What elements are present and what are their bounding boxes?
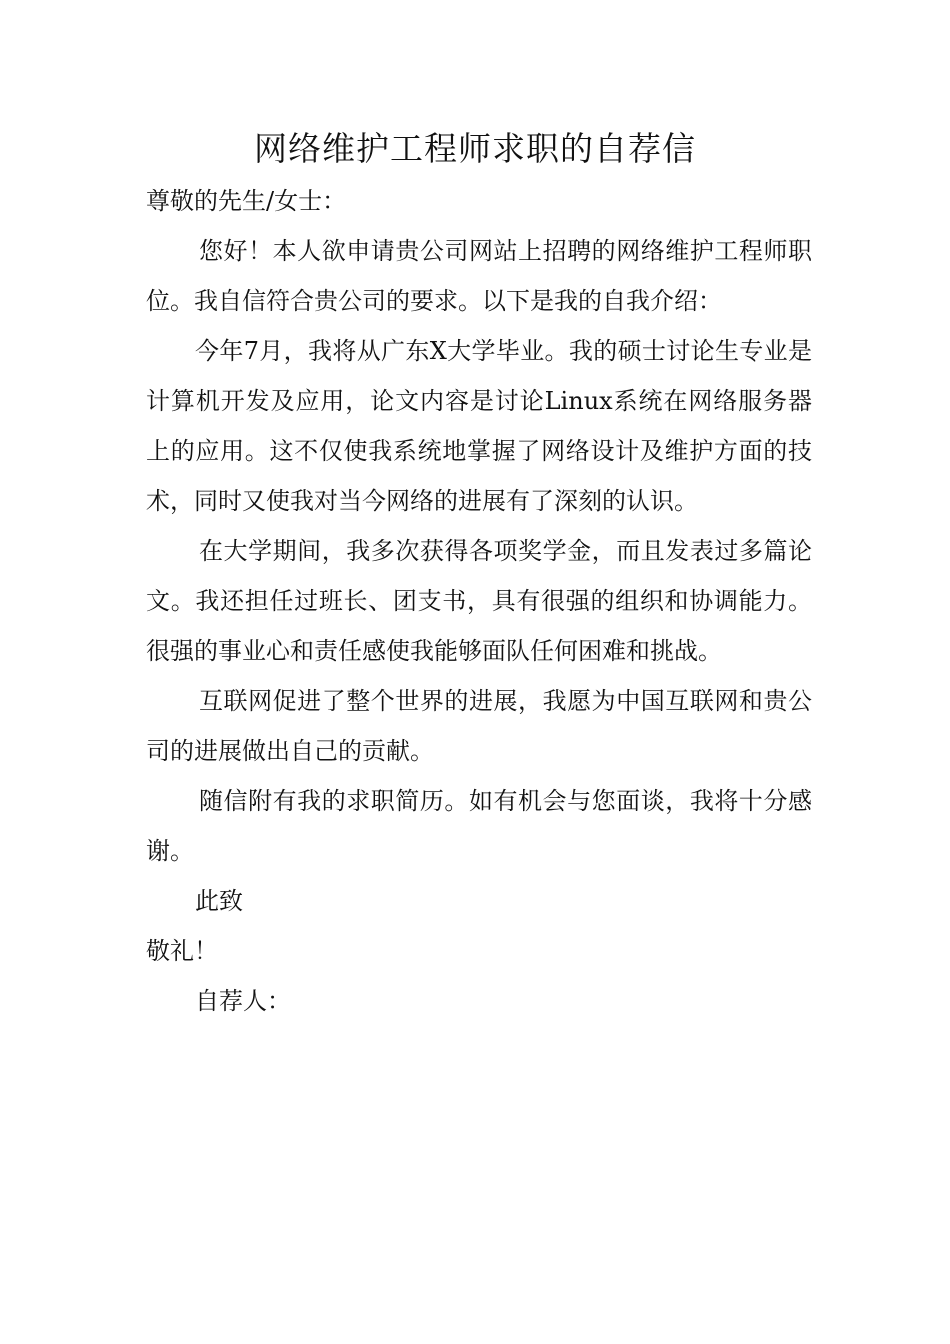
paragraph-contribution: 互联网促进了整个世界的进展，我愿为中国互联网和贵公司的进展做出自己的贡献。 [146,687,812,765]
salutation: 尊敬的先生/女士： [146,187,347,215]
paragraph-intro: 您好！本人欲申请贵公司网站上招聘的网络维护工程师职位。我自信符合贵公司的要求。以下是我的自我介绍： [146,237,812,315]
paragraph-resume: 随信附有我的求职简历。如有机会与您面谈，我将十分感谢。 [146,787,812,865]
closing-line-1: 此致 [195,887,243,915]
signature-label: 自荐人： [195,987,291,1015]
closing-line-2: 敬礼！ [146,937,218,965]
paragraph-education: 今年7月，我将从广东X大学毕业。我的硕士讨论生专业是计算机开发及应用，论文内容是讨论Linux系统在网络服务器上的应用。这不仅使我系统地掌握了网络设计及维护方面的技术，同时又使我对当今网络的进展有了深刻的认识。 [146,337,812,515]
letter-body [146,176,812,1026]
page-title: 网络维护工程师求职的自荐信 [254,129,696,168]
paragraph-university: 在大学期间，我多次获得各项奖学金，而且发表过多篇论文。我还担任过班长、团支书，具有很强的组织和协调能力。很强的事业心和责任感使我能够面队任何困难和挑战。 [146,537,812,665]
